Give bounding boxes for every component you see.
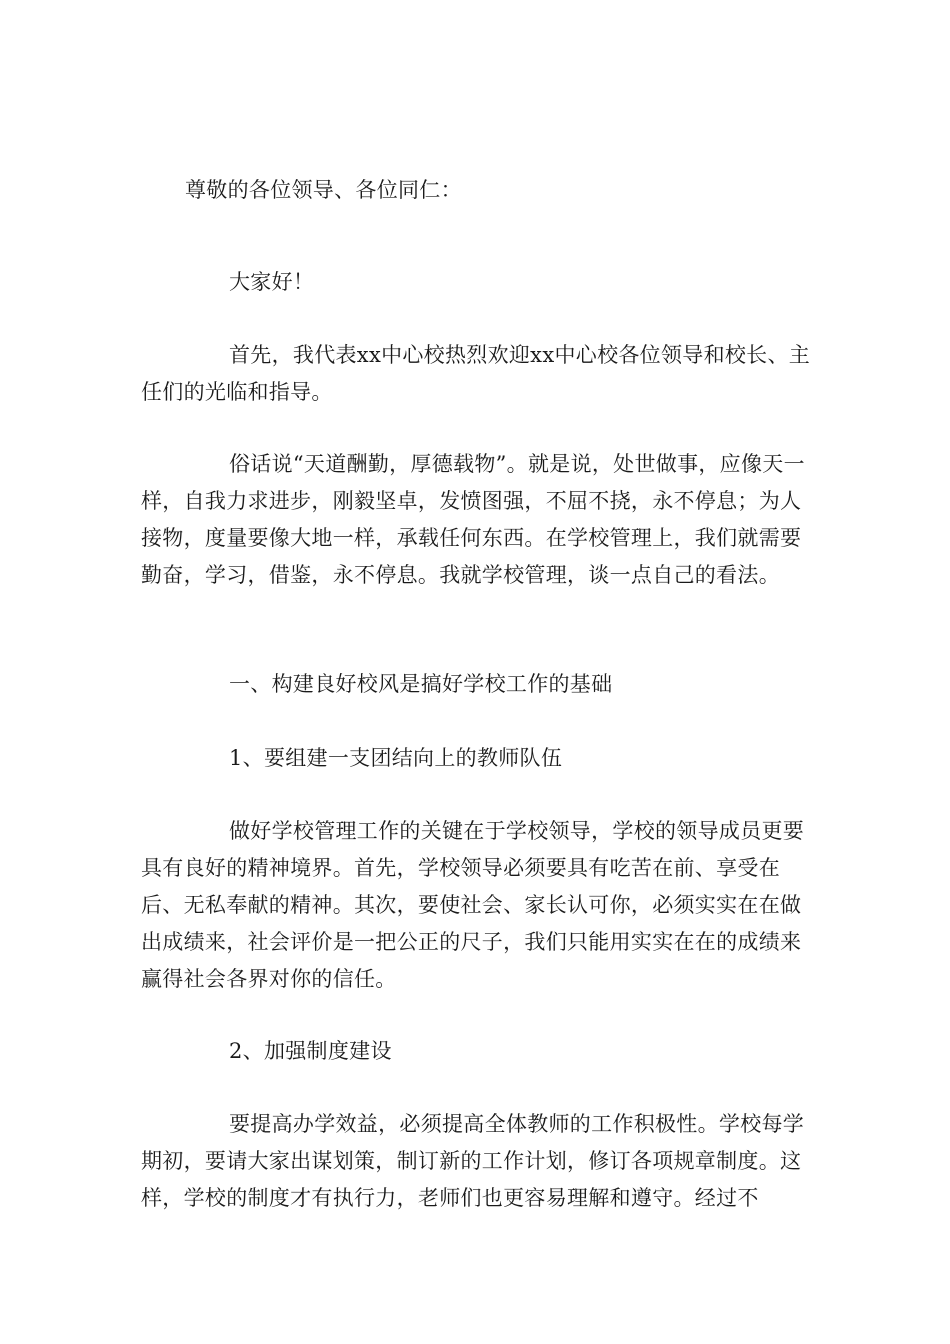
paragraph-welcome: 首先，我代表xx中心校热烈欢迎xx中心校各位领导和校长、主任们的光临和指导。 xyxy=(141,343,811,404)
greeting: 大家好！ xyxy=(229,270,315,294)
salutation: 尊敬的各位领导、各位同仁： xyxy=(185,178,462,202)
subheading-1: 1、要组建一支团结向上的教师队伍 xyxy=(229,746,563,770)
paragraph-leadership: 做好学校管理工作的关键在于学校领导，学校的领导成员更要具有良好的精神境界。首先，学校领导必须要具有吃苦在前、享受在后、无私奉献的精神。其次，要使社会、家长认可你，必须实实在在做出成绩来，社会评价是一把公正的尺子，我们只能用实实在在的成绩来赢得社会各界对你的信任。 xyxy=(141,819,805,991)
section-heading-1: 一、构建良好校风是搞好学校工作的基础 xyxy=(229,672,613,696)
paragraph-proverb: 俗话说“天道酬勤，厚德载物”。就是说，处世做事，应像天一样，自我力求进步，刚毅坚卓，发愤图强，不屈不挠，永不停息；为人接物，度量要像大地一样，承载任何东西。在学校管理上，我们就需要勤奋，学习，借鉴，永不停息。我就学校管理，谈一点自己的看法。 xyxy=(141,452,805,587)
subheading-2: 2、加强制度建设 xyxy=(229,1039,392,1063)
paragraph-system: 要提高办学效益，必须提高全体教师的工作积极性。学校每学期初，要请大家出谋划策，制订新的工作计划，修订各项规章制度。这样，学校的制度才有执行力，老师们也更容易理解和遵守。经过不 xyxy=(141,1112,805,1210)
